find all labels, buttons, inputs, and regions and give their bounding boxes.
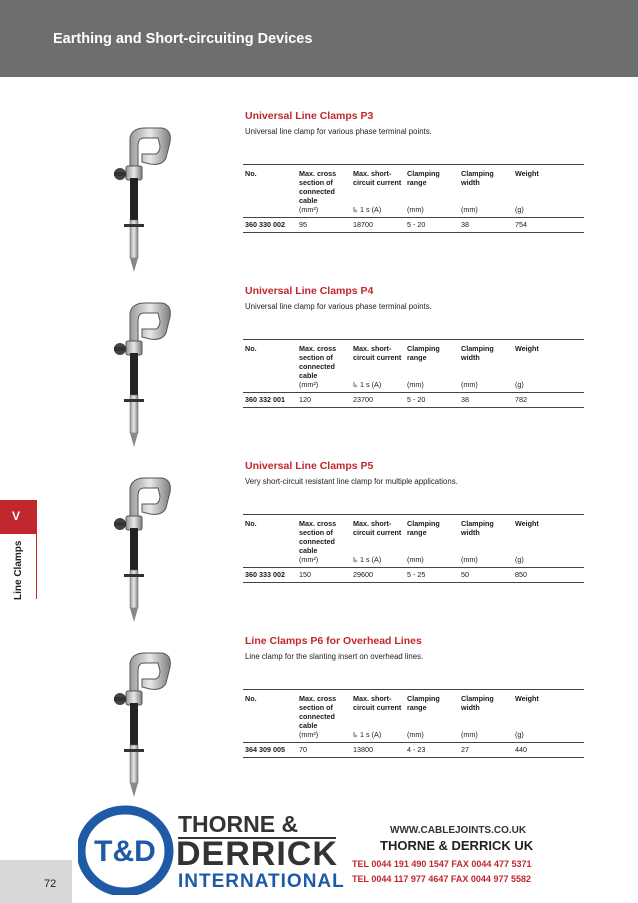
cell-no: 360 333 002 (243, 568, 297, 583)
column-header-cross-section: Max. cross section of connected cable (299, 519, 337, 555)
unit-weight: (g) (513, 205, 584, 218)
unit-no (243, 205, 297, 218)
line-clamp-image (100, 301, 190, 451)
unit-clamping-range: (mm) (405, 205, 459, 218)
line-clamp-image (100, 126, 190, 276)
product-description: Universal line clamp for various phase terminal points. (245, 127, 432, 136)
cell-short-circuit: 29600 (351, 568, 405, 583)
table-units-row (243, 555, 584, 568)
td-logo-icon (78, 805, 178, 895)
column-header-clamping-range: Clamping range (407, 519, 440, 537)
cell-no: 364 309 005 (243, 743, 297, 758)
unit-short-circuit: Iₖ 1 s (A) (351, 730, 405, 743)
column-header-weight: Weight (515, 169, 539, 178)
company-logo-banner (78, 805, 578, 895)
table-header-row (243, 165, 584, 206)
table-row (243, 393, 584, 408)
product-description: Universal line clamp for various phase terminal points. (245, 302, 432, 311)
cell-clamping-width: 38 (459, 218, 513, 233)
table-units-row (243, 205, 584, 218)
cell-clamping-range: 4 - 23 (405, 743, 459, 758)
section-divider (36, 534, 37, 599)
column-header-no: No. (245, 694, 257, 703)
column-header-cross-section: Max. cross section of connected cable (299, 694, 337, 730)
unit-clamping-width: (mm) (459, 205, 513, 218)
website-text: WWW.CABLEJOINTS.CO.UK (390, 825, 527, 836)
unit-no (243, 380, 297, 393)
cell-weight: 440 (513, 743, 584, 758)
table-header-row (243, 690, 584, 731)
cell-weight: 754 (513, 218, 584, 233)
cell-short-circuit: 18700 (351, 218, 405, 233)
line-clamp-image (100, 651, 190, 801)
cell-clamping-range: 5 - 20 (405, 218, 459, 233)
unit-clamping-width: (mm) (459, 380, 513, 393)
product-title: Line Clamps P6 for Overhead Lines (245, 635, 422, 647)
page-title: Earthing and Short-circuiting Devices (53, 31, 313, 47)
spec-table (243, 689, 584, 758)
company-name-text: THORNE & DERRICK UK (380, 838, 534, 853)
unit-clamping-range: (mm) (405, 555, 459, 568)
unit-clamping-width: (mm) (459, 555, 513, 568)
brand-line-1: THORNE & (178, 811, 299, 837)
spec-table (243, 164, 584, 233)
column-header-cross-section: Max. cross section of connected cable (299, 169, 337, 205)
unit-weight: (g) (513, 730, 584, 743)
column-header-clamping-range: Clamping range (407, 344, 440, 362)
phone-line-1: TEL 0044 191 490 1547 FAX 0044 477 5371 (352, 859, 532, 869)
product-title: Universal Line Clamps P4 (245, 285, 374, 297)
logo-mark-text: T&D (94, 835, 156, 868)
column-header-short-circuit: Max. short-circuit current (353, 169, 402, 187)
unit-short-circuit: Iₖ 1 s (A) (351, 555, 405, 568)
unit-clamping-range: (mm) (405, 730, 459, 743)
unit-cross-section: (mm²) (297, 380, 351, 393)
cell-short-circuit: 23700 (351, 393, 405, 408)
product-title: Universal Line Clamps P5 (245, 460, 374, 472)
unit-cross-section: (mm²) (297, 730, 351, 743)
section-tab (0, 500, 37, 534)
unit-weight: (g) (513, 380, 584, 393)
unit-short-circuit: Iₖ 1 s (A) (351, 205, 405, 218)
column-header-clamping-range: Clamping range (407, 694, 440, 712)
cell-clamping-width: 27 (459, 743, 513, 758)
section-letter: V (12, 509, 21, 523)
column-header-clamping-width: Clamping width (461, 519, 494, 537)
table-row (243, 743, 584, 758)
cell-clamping-range: 5 - 20 (405, 393, 459, 408)
cell-cross-section: 150 (297, 568, 351, 583)
column-header-clamping-width: Clamping width (461, 344, 494, 362)
unit-clamping-range: (mm) (405, 380, 459, 393)
brand-line-3: INTERNATIONAL (178, 871, 345, 892)
column-header-clamping-range: Clamping range (407, 169, 440, 187)
spec-table (243, 339, 584, 408)
product-title: Universal Line Clamps P3 (245, 110, 374, 122)
cell-no: 360 330 002 (243, 218, 297, 233)
page-number: 72 (44, 878, 57, 890)
cell-no: 360 332 001 (243, 393, 297, 408)
cell-weight: 850 (513, 568, 584, 583)
table-header-row (243, 515, 584, 556)
table-row (243, 218, 584, 233)
column-header-cross-section: Max. cross section of connected cable (299, 344, 337, 380)
product-description: Line clamp for the slanting insert on overhead lines. (245, 652, 424, 661)
phone-line-2: TEL 0044 117 977 4647 FAX 0044 977 5582 (352, 874, 531, 884)
brand-line-2: DERRICK (176, 835, 338, 873)
unit-no (243, 555, 297, 568)
line-clamp-image (100, 476, 190, 626)
section-label: Line Clamps (13, 540, 24, 600)
unit-weight: (g) (513, 555, 584, 568)
cell-weight: 782 (513, 393, 584, 408)
table-units-row (243, 730, 584, 743)
column-header-no: No. (245, 344, 257, 353)
table-header-row (243, 340, 584, 381)
column-header-no: No. (245, 519, 257, 528)
cell-clamping-range: 5 - 25 (405, 568, 459, 583)
cell-clamping-width: 50 (459, 568, 513, 583)
unit-short-circuit: Iₖ 1 s (A) (351, 380, 405, 393)
column-header-short-circuit: Max. short-circuit current (353, 344, 402, 362)
table-row (243, 568, 584, 583)
column-header-weight: Weight (515, 694, 539, 703)
cell-cross-section: 95 (297, 218, 351, 233)
cell-cross-section: 70 (297, 743, 351, 758)
column-header-weight: Weight (515, 344, 539, 353)
unit-cross-section: (mm²) (297, 205, 351, 218)
table-units-row (243, 380, 584, 393)
page-number-box (0, 860, 72, 903)
column-header-clamping-width: Clamping width (461, 169, 494, 187)
column-header-short-circuit: Max. short-circuit current (353, 519, 402, 537)
cell-short-circuit: 13800 (351, 743, 405, 758)
column-header-weight: Weight (515, 519, 539, 528)
page-header (0, 0, 638, 77)
column-header-no: No. (245, 169, 257, 178)
column-header-short-circuit: Max. short-circuit current (353, 694, 402, 712)
unit-no (243, 730, 297, 743)
unit-cross-section: (mm²) (297, 555, 351, 568)
unit-clamping-width: (mm) (459, 730, 513, 743)
cell-clamping-width: 38 (459, 393, 513, 408)
column-header-clamping-width: Clamping width (461, 694, 494, 712)
product-description: Very short-circuit resistant line clamp for multiple applications. (245, 477, 458, 486)
cell-cross-section: 120 (297, 393, 351, 408)
spec-table (243, 514, 584, 583)
